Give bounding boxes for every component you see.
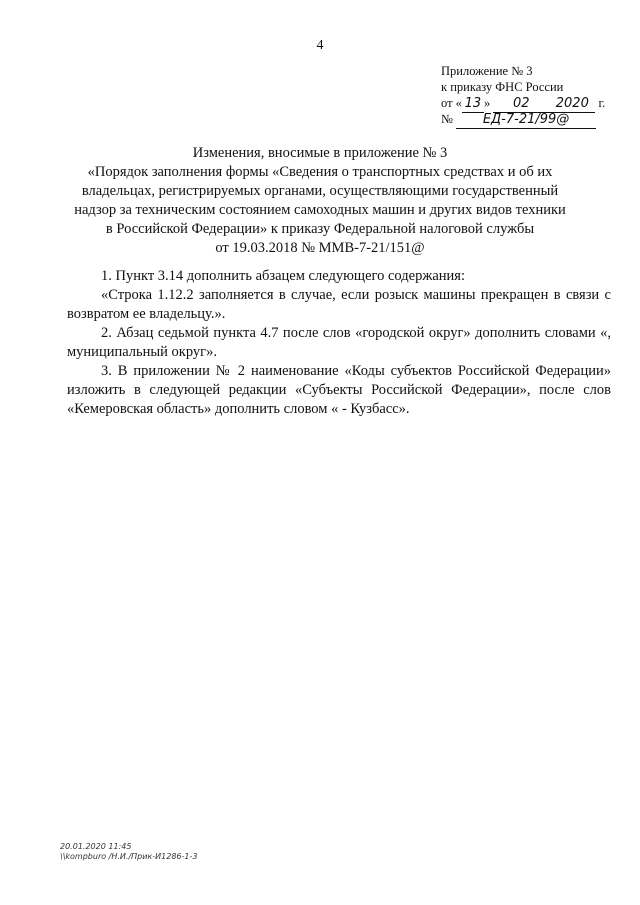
footer-datetime: 20.01.2020 11:45 <box>60 842 132 851</box>
appendix-number <box>441 111 621 127</box>
number-prefix: № <box>441 112 453 126</box>
appendix-order-ref: к приказу ФНС России <box>441 80 564 94</box>
paragraph-2: «Строка 1.12.2 заполняется в случае, если розыск машины прекращен в связи с возвратом ее владельцу.». <box>67 287 611 322</box>
appendix-title: Приложение № 3 <box>441 64 533 78</box>
paragraph-1: 1. Пункт 3.14 дополнить абзацем следующего содержания: <box>101 268 465 284</box>
document-body <box>67 267 611 419</box>
date-prefix: от « <box>441 96 462 110</box>
date-suffix: г. <box>598 96 606 110</box>
document-title <box>70 144 570 258</box>
appendix-block <box>441 63 621 127</box>
paragraph-3: 2. Абзац седьмой пункта 4.7 после слов «городской округ» дополнить словами «, муниципальный округ». <box>67 325 611 360</box>
title-line-1: Изменения, вносимые в приложение № 3 <box>192 145 448 161</box>
date-day: 13 <box>462 96 484 113</box>
page-number: 4 <box>316 38 324 53</box>
title-line-3: от 19.03.2018 № ММВ-7-21/151@ <box>215 240 425 256</box>
appendix-date <box>441 95 621 111</box>
title-line-2: «Порядок заполнения формы «Сведения о транспортных средствах и об их владельцах, регистрируемых органами, осуществляющими государственный надзор за техническим состоянием самоходных машин и других видов техники в Российской Федерации» к приказу Федеральной налоговой службы <box>74 164 566 237</box>
date-sep: » <box>483 96 491 110</box>
number-value: ЕД-7-21/99@ <box>456 112 596 129</box>
paragraph-4: 3. В приложении № 2 наименование «Коды субъектов Российской Федерации» изложить в следующей редакции «Субъекты Российской Федерации», после слов «Кемеровская область» дополнить словом « - Кузбасс». <box>67 363 611 417</box>
footer-filepath: \\kompburo /Н.И./Прик-И1286-1-3 <box>60 852 198 861</box>
date-month: 02 <box>493 96 549 113</box>
footer-stamp <box>60 842 197 862</box>
date-year: 2020 <box>549 96 595 113</box>
